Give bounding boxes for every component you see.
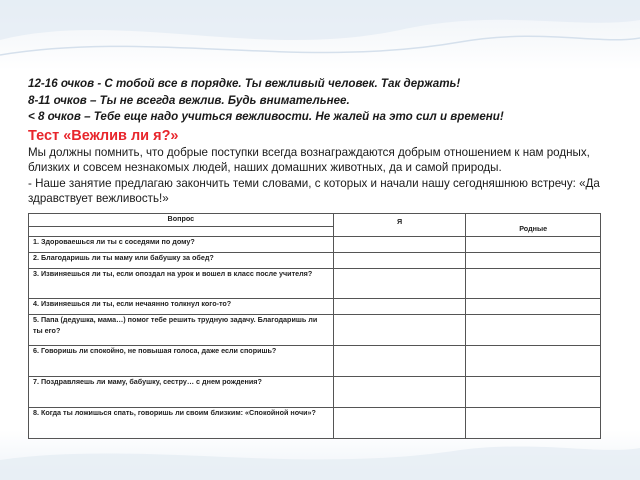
score-line-mid: 8-11 очков – Ты не всегда вежлив. Будь внимательнее. bbox=[28, 93, 350, 107]
answer-relatives-cell[interactable] bbox=[466, 315, 601, 346]
table-row bbox=[29, 315, 601, 346]
table-row bbox=[29, 299, 601, 315]
header-me: Я bbox=[333, 214, 466, 237]
header-spacer-cell bbox=[29, 227, 334, 237]
question-cell: 2. Благодаришь ли ты маму или бабушку за обед? bbox=[29, 253, 334, 269]
decorative-header-band bbox=[0, 0, 640, 70]
question-cell: 5. Папа (дедушка, мама…) помог тебе решить трудную задачу. Благодаришь ли ты его? bbox=[29, 315, 334, 346]
question-cell: 3. Извиняешься ли ты, если опоздал на урок и вошел в класс после учителя? bbox=[29, 269, 334, 299]
answer-relatives-cell[interactable] bbox=[466, 253, 601, 269]
answer-me-cell[interactable] bbox=[333, 237, 466, 253]
answer-relatives-cell[interactable] bbox=[466, 299, 601, 315]
question-cell: 6. Говоришь ли спокойно, не повышая голоса, даже если споришь? bbox=[29, 346, 334, 377]
test-title: Тест «Вежлив ли я?» bbox=[28, 127, 179, 144]
answer-relatives-cell[interactable] bbox=[466, 377, 601, 408]
question-cell: 7. Поздравляешь ли маму, бабушку, сестру… с днем рождения? bbox=[29, 377, 334, 408]
paragraph-reminder: Мы должны помнить, что добрые поступки всегда вознаграждаются добрым отношением к нам родных, близких и совсем незнакомых людей, наших домашних животных, да и самой природы. bbox=[28, 145, 590, 174]
answer-me-cell[interactable] bbox=[333, 346, 466, 377]
table-header-row bbox=[29, 214, 601, 227]
table-row bbox=[29, 346, 601, 377]
question-cell: 1. Здороваешься ли ты с соседями по дому? bbox=[29, 237, 334, 253]
decorative-wave-top bbox=[0, 0, 640, 70]
header-question: Вопрос bbox=[29, 214, 334, 227]
table-row bbox=[29, 269, 601, 299]
answer-me-cell[interactable] bbox=[333, 408, 466, 439]
answer-me-cell[interactable] bbox=[333, 315, 466, 346]
table-row bbox=[29, 237, 601, 253]
table-row bbox=[29, 377, 601, 408]
answer-relatives-cell[interactable] bbox=[466, 237, 601, 253]
answer-me-cell[interactable] bbox=[333, 253, 466, 269]
table-row bbox=[29, 253, 601, 269]
politeness-survey-table bbox=[28, 213, 601, 439]
paragraph-closing: - Наше занятие предлагаю закончить теми словами, с которых и начали нашу сегодняшнюю встречу: «Да здравствует вежливость!» bbox=[28, 176, 600, 205]
question-cell: 4. Извиняешься ли ты, если нечаянно толкнул кого-то? bbox=[29, 299, 334, 315]
answer-relatives-cell[interactable] bbox=[466, 408, 601, 439]
question-cell: 8. Когда ты ложишься спать, говоришь ли своим близким: «Спокойной ночи»? bbox=[29, 408, 334, 439]
score-line-high: 12-16 очков - С тобой все в порядке. Ты вежливый человек. Так держать! bbox=[28, 77, 461, 90]
answer-me-cell[interactable] bbox=[333, 299, 466, 315]
header-relatives: Родные bbox=[466, 214, 601, 237]
answer-relatives-cell[interactable] bbox=[466, 269, 601, 299]
answer-me-cell[interactable] bbox=[333, 377, 466, 408]
answer-relatives-cell[interactable] bbox=[466, 346, 601, 377]
answer-me-cell[interactable] bbox=[333, 269, 466, 299]
content-text bbox=[28, 76, 618, 207]
score-line-low: < 8 очков – Тебе еще надо учиться вежливости. Не жалей на это сил и времени! bbox=[28, 110, 504, 123]
table-row bbox=[29, 408, 601, 439]
